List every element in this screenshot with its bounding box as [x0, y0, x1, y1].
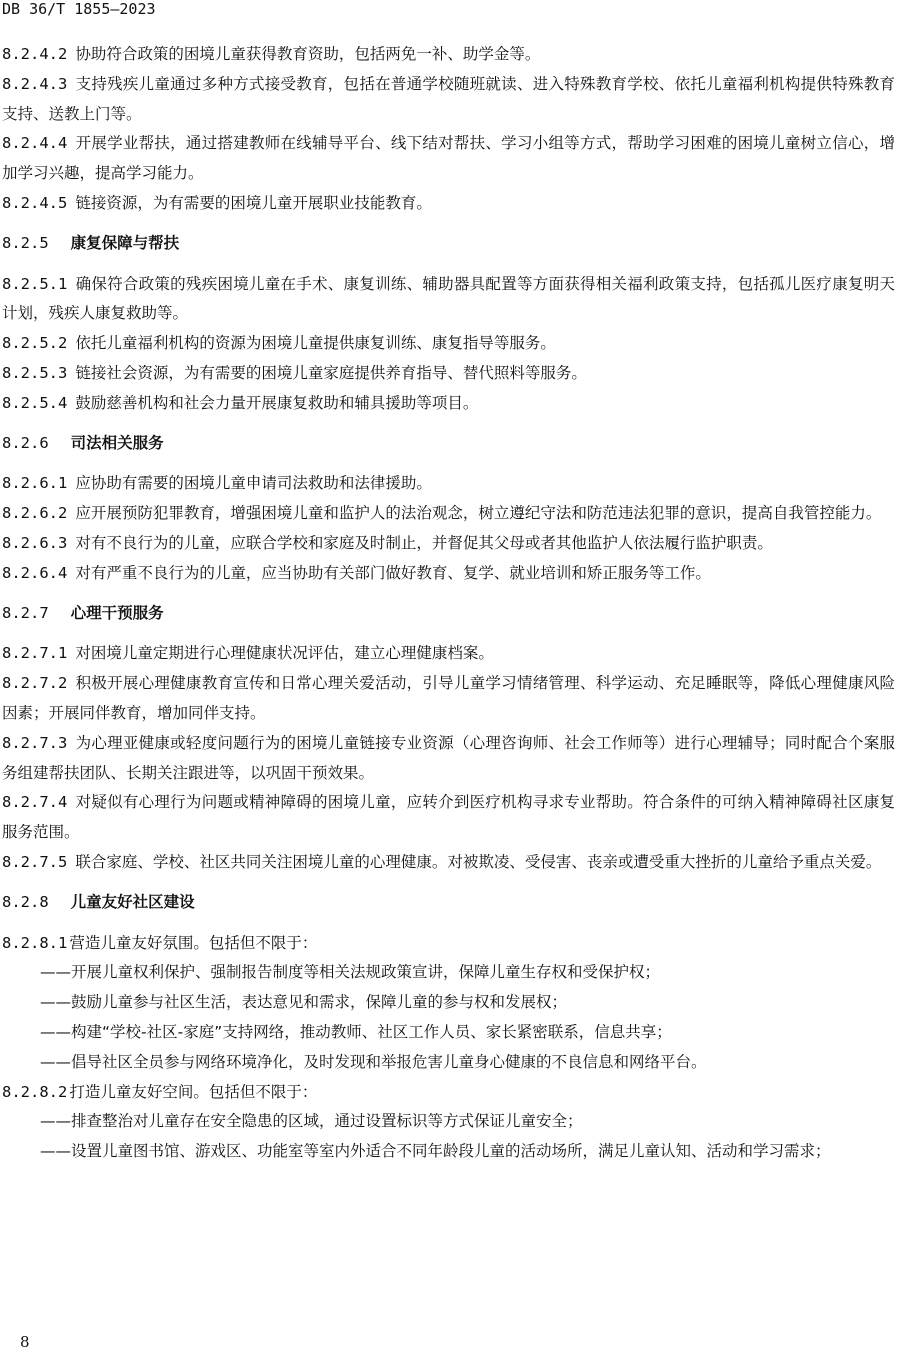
- clause-number: 8.2.5.4: [2, 393, 68, 412]
- section-title: 心理干预服务: [70, 603, 164, 622]
- clause-number: 8.2.5.3: [2, 363, 68, 382]
- clause-paragraph: [2, 189, 895, 219]
- clause-number: 8.2.7.3: [2, 733, 68, 752]
- section-number: 8.2.7: [2, 603, 49, 622]
- section-title: 儿童友好社区建设: [70, 892, 195, 911]
- clause-paragraph: [2, 788, 895, 848]
- clause-paragraph: [2, 848, 895, 878]
- section-number: 8.2.5: [2, 233, 49, 252]
- clause-text: 对困境儿童定期进行心理健康状况评估，建立心理健康档案。: [75, 644, 494, 663]
- clause-text: 对疑似有心理行为问题或精神障碍的困境儿童，应转介到医疗机构寻求专业帮助。符合条件的可纳入精神障碍社区康复服务范围。: [2, 793, 895, 842]
- clause-text: 依托儿童福利机构的资源为困境儿童提供康复训练、康复指导等服务。: [75, 334, 556, 353]
- section-title: 康复保障与帮扶: [70, 233, 180, 252]
- section-heading: [2, 599, 895, 629]
- clause-text: 确保符合政策的残疾困境儿童在手术、康复训练、辅助器具配置等方面获得相关福利政策支持，包括孤儿医疗康复明天计划，残疾人康复救助等。: [2, 274, 895, 323]
- list-item: ——倡导社区全员参与网络环境净化，及时发现和举报危害儿童身心健康的不良信息和网络平台。: [40, 1052, 707, 1071]
- clause-paragraph: [2, 669, 895, 729]
- clause-paragraph: [2, 559, 895, 589]
- clause-text: 应开展预防犯罪教育，增强困境儿童和监护人的法治观念，树立遵纪守法和防范违法犯罪的意识，提高自我管控能力。: [75, 504, 882, 523]
- clause-text: 链接社会资源，为有需要的困境儿童家庭提供养育指导、替代照料等服务。: [75, 363, 587, 382]
- list-item: ——开展儿童权利保护、强制报告制度等相关法规政策宣讲，保障儿童生存权和受保护权；: [40, 963, 661, 982]
- clause-text: 协助符合政策的困境儿童获得教育资助，包括两免一补、助学金等。: [75, 45, 541, 63]
- section-heading: [2, 888, 895, 918]
- clause-number: 8.2.5.1: [2, 274, 68, 293]
- standard-code-header: DB 36/T 1855—2023: [2, 0, 156, 18]
- clause-text: 打造儿童友好空间。包括但不限于：: [69, 1082, 318, 1101]
- clause-paragraph: [2, 389, 895, 419]
- section-heading: [2, 229, 895, 259]
- page-number: 8: [20, 1333, 30, 1351]
- clause-text: 鼓励慈善机构和社会力量开展康复救助和辅具援助等项目。: [75, 393, 479, 412]
- document-body: [2, 40, 895, 1167]
- clause-number: 8.2.6.4: [2, 563, 68, 582]
- list-item: ——鼓励儿童参与社区生活，表达意见和需求，保障儿童的参与权和发展权；: [40, 993, 568, 1012]
- clause-text: 为心理亚健康或轻度问题行为的困境儿童链接专业资源（心理咨询师、社会工作师等）进行心理辅导；同时配合个案服务组建帮扶团队、长期关注跟进等，以巩固干预效果。: [2, 733, 895, 782]
- clause-number: 8.2.7.4: [2, 793, 68, 812]
- clause-paragraph: [2, 359, 895, 389]
- clause-paragraph: [2, 729, 895, 789]
- clause-text: 积极开展心理健康教育宣传和日常心理关爱活动，引导儿童学习情绪管理、科学运动、充足睡眠等，降低心理健康风险因素；开展同伴教育，增加同伴支持。: [2, 674, 895, 722]
- clause-number: 8.2.4.5: [2, 193, 68, 212]
- clause-number: 8.2.5.2: [2, 334, 68, 353]
- list-item: ——排查整治对儿童存在安全隐患的区域，通过设置标识等方式保证儿童安全；: [40, 1112, 583, 1131]
- section-heading: [2, 429, 895, 459]
- clause-paragraph: [2, 499, 895, 529]
- clause-text: 应协助有需要的困境儿童申请司法救助和法律援助。: [75, 474, 432, 493]
- section-number: 8.2.6: [2, 433, 49, 452]
- clause-paragraph: [2, 329, 895, 359]
- clause-text: 对有不良行为的儿童，应联合学校和家庭及时制止，并督促其父母或者其他监护人依法履行监护职责。: [75, 533, 773, 552]
- clause-number: 8.2.7.1: [2, 644, 68, 663]
- clause-number: 8.2.7.5: [2, 852, 68, 871]
- clause-text: 联合家庭、学校、社区共同关注困境儿童的心理健康。对被欺凌、受侵害、丧亲或遭受重大挫折的儿童给予重点关爱。: [75, 852, 882, 871]
- clause-paragraph: [2, 40, 895, 70]
- clause-paragraph: [2, 129, 895, 189]
- clause-paragraph: [2, 469, 895, 499]
- clause-text: 对有严重不良行为的儿童，应当协助有关部门做好教育、复学、就业培训和矫正服务等工作。: [75, 563, 711, 582]
- clause-paragraph: [2, 1078, 895, 1108]
- clause-paragraph: [2, 70, 895, 130]
- section-title: 司法相关服务: [70, 433, 164, 452]
- clause-paragraph: [2, 270, 895, 330]
- list-item: ——设置儿童图书馆、游戏区、功能室等室内外适合不同年龄段儿童的活动场所，满足儿童认知、活动和学习需求；: [40, 1142, 831, 1161]
- clause-number: 8.2.4.4: [2, 134, 68, 153]
- clause-paragraph: [2, 929, 895, 959]
- clause-text: 营造儿童友好氛围。包括但不限于：: [69, 933, 318, 952]
- list-item: ——构建“学校-社区-家庭”支持网络，推动教师、社区工作人员、家长紧密联系，信息共享；: [40, 1022, 672, 1041]
- clause-number: 8.2.6.1: [2, 474, 68, 493]
- clause-paragraph: [2, 529, 895, 559]
- clause-number: 8.2.4.3: [2, 74, 68, 93]
- section-number: 8.2.8: [2, 892, 49, 911]
- clause-number: 8.2.7.2: [2, 674, 68, 693]
- clause-number: 8.2.4.2: [2, 45, 68, 63]
- clause-paragraph: [2, 639, 895, 669]
- clause-text: 链接资源，为有需要的困境儿童开展职业技能教育。: [75, 193, 432, 212]
- clause-number: 8.2.6.3: [2, 533, 68, 552]
- clause-text: 开展学业帮扶，通过搭建教师在线辅导平台、线下结对帮扶、学习小组等方式，帮助学习困难的困境儿童树立信心，增加学习兴趣，提高学习能力。: [2, 134, 895, 183]
- clause-number: 8.2.8.1: [2, 933, 68, 952]
- clause-text: 支持残疾儿童通过多种方式接受教育，包括在普通学校随班就读、进入特殊教育学校、依托儿童福利机构提供特殊教育支持、送教上门等。: [2, 74, 895, 123]
- clause-number: 8.2.8.2: [2, 1082, 68, 1101]
- clause-number: 8.2.6.2: [2, 504, 68, 523]
